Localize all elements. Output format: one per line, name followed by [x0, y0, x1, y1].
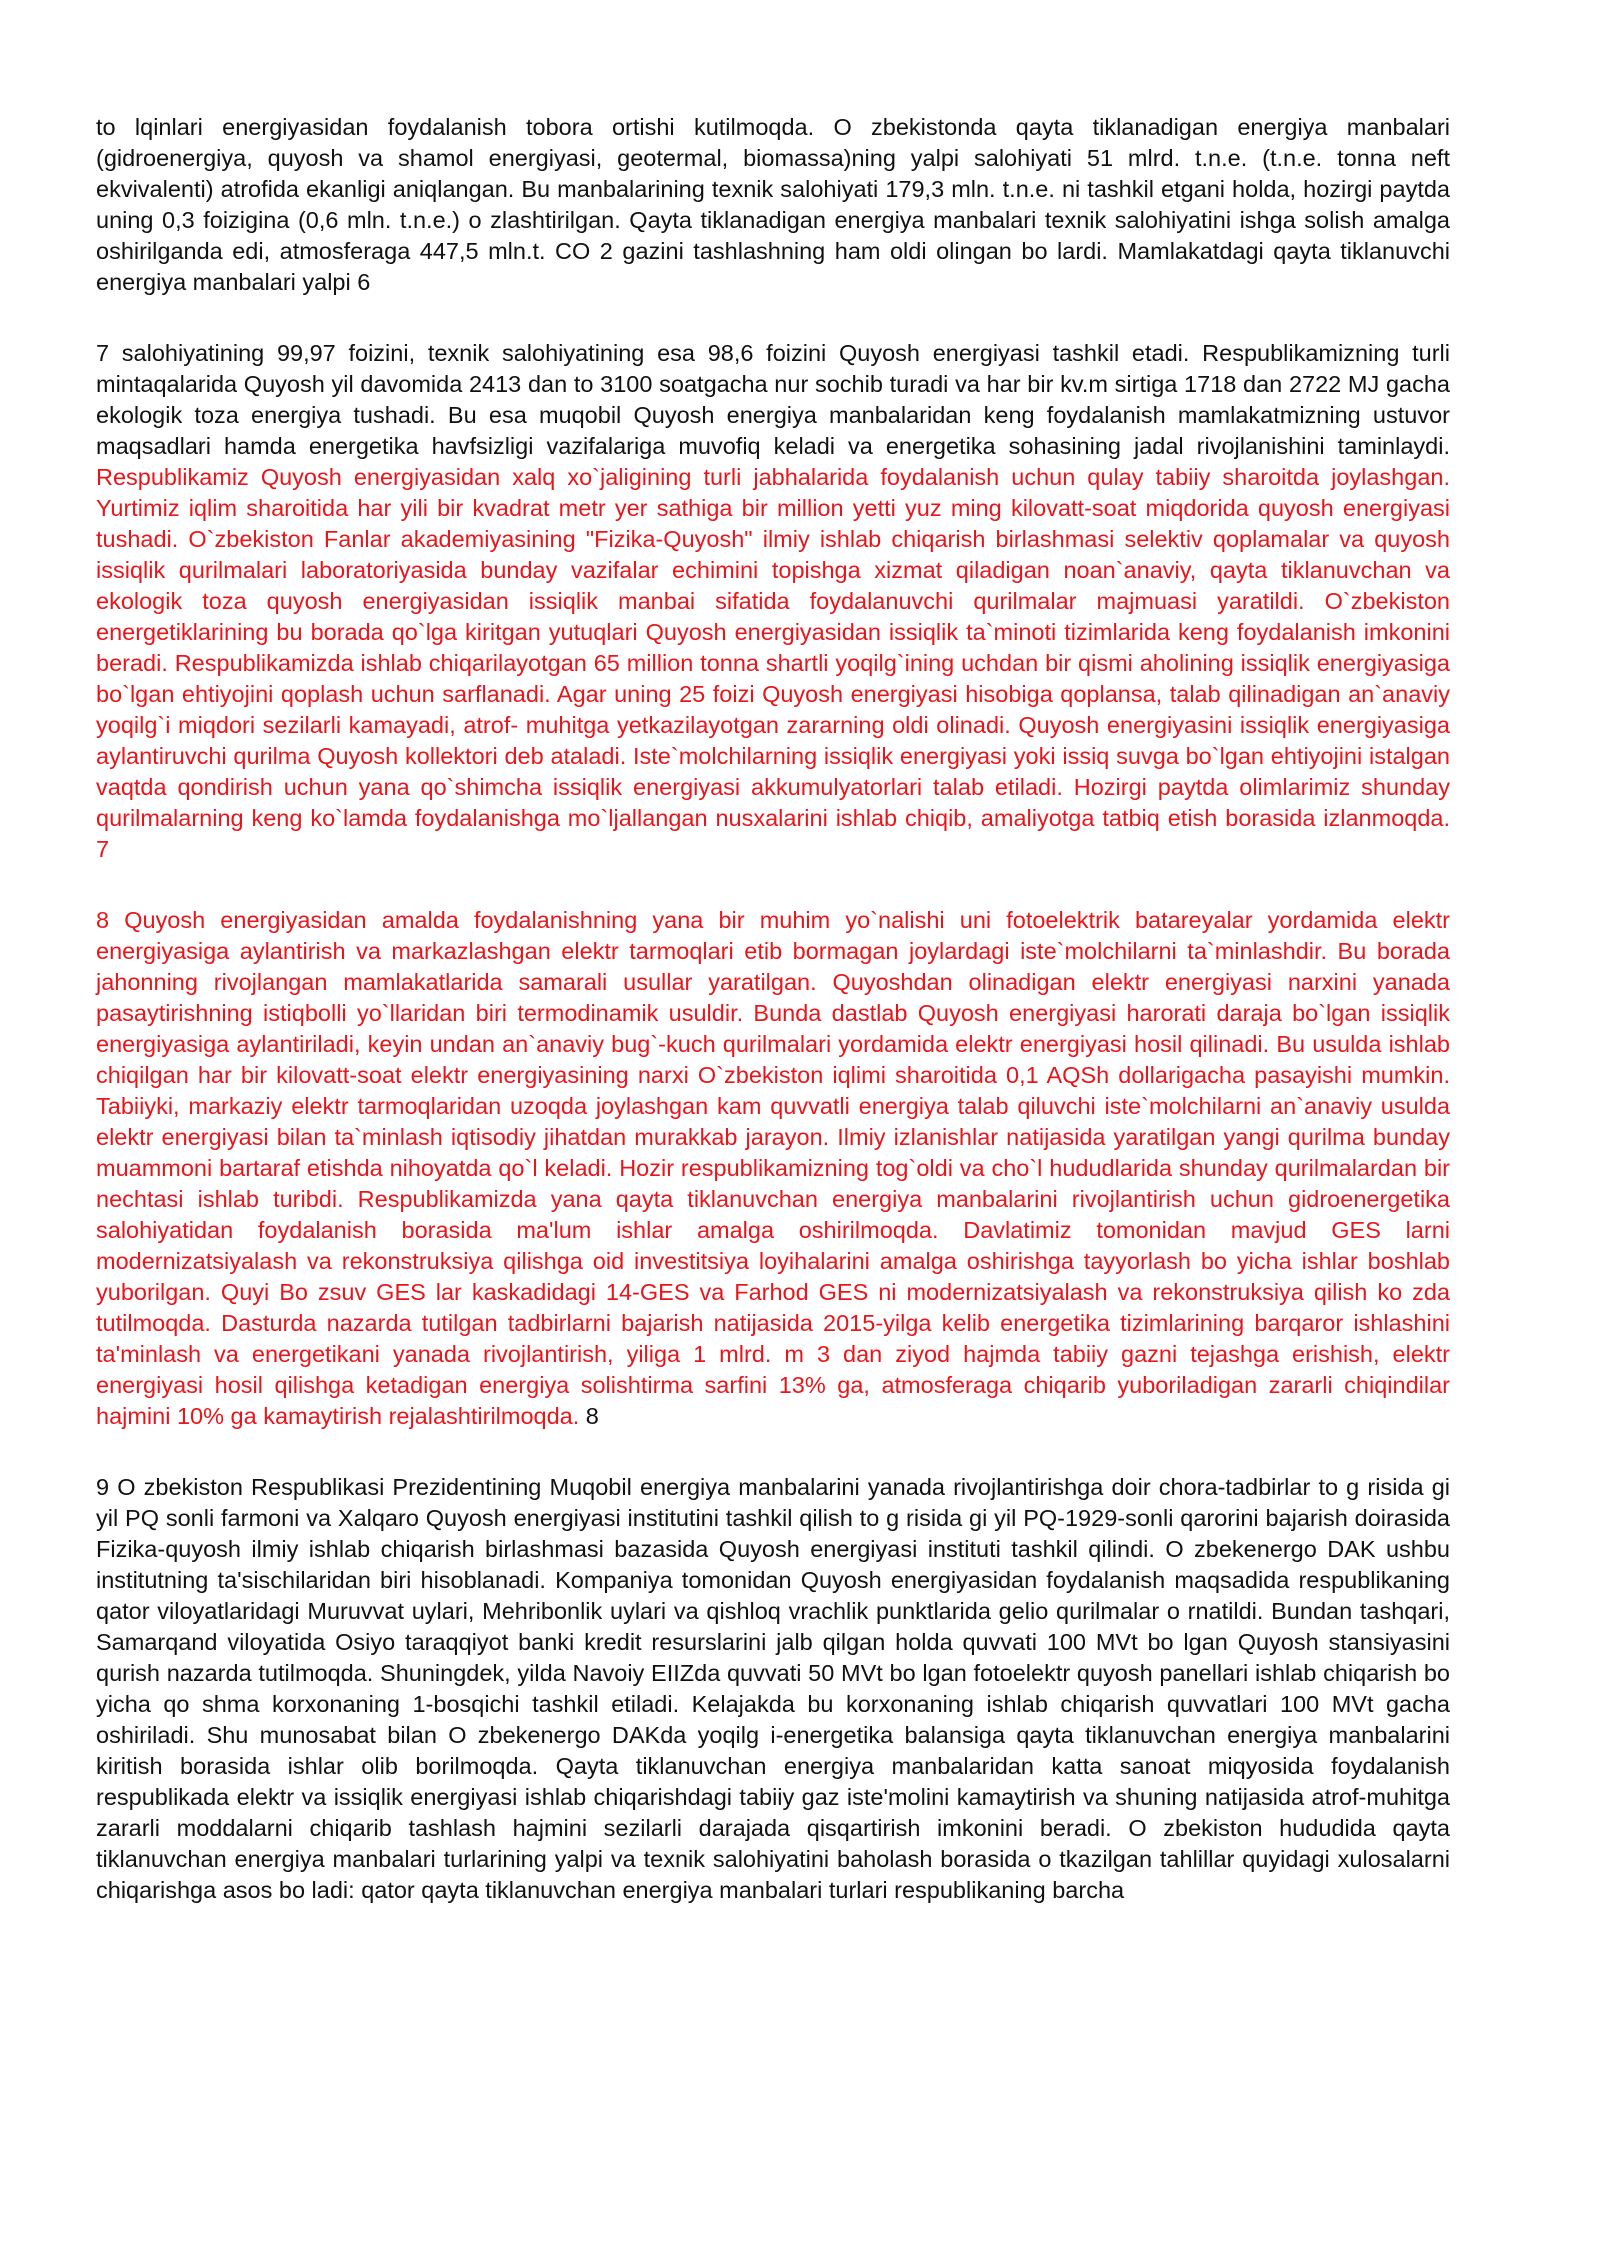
paragraph-3-red-text: 8 Quyosh energiyasidan amalda foydalanishning yana bir muhim yo`nalishi uni fotoelektrik batareyalar yordamida elektr energiyasiga aylantirish va markazlashgan elektr tarmoqlari etib bormagan joylardagi iste`molchilarni ta`minlashdir. Bu borada jahonning rivojlangan mamlakatlarida samarali usullar yaratilgan. Quyoshdan olinadigan elektr energiyasi narxini yanada pasaytirishning istiqbolli yo`llaridan biri termodinamik usuldir. Bunda dastlab Quyosh energiyasi harorati daraja bo`lgan issiqlik energiyasiga aylantiriladi, keyin undan an`anaviy bug`-kuch qurilmalari yordamida elektr energiyasi hosil qilinadi. Bu usulda ishlab chiqilgan har bir kilovatt-soat elektr energiyasining narxi O`zbekiston iqlimi sharoitida 0,1 AQSh dollarigacha pasayishi mumkin. Tabiiyki, markaziy elektr tarmoqlaridan uzoqda joylashgan kam quvvatli energiya talab qiluvchi iste`molchilarni an`anaviy usulda elektr energiyasi bilan ta`minlash iqtisodiy jihatdan murakkab jarayon. Ilmiy izlanishlar natijasida yaratilgan yangi qurilma bunday muammoni bartaraf etishda nihoyatda qo`l keladi. Hozir respublikamizning tog`oldi va cho`l hududlarida shunday qurilmalardan bir nechtasi ishlab turibdi. Respublikamizda yana qayta tiklanuvchan energiya manbalarini rivojlantirish uchun gidroenergetika salohiyatidan foydalanish borasida ma'lum ishlar amalga oshirilmoqda. Davlatimiz tomonidan mavjud GES larni modernizatsiyalash va rekonstruksiya qilishga oid investitsiya loyihalarini amalga oshirishga tayyorlash bo yicha ishlar boshlab yuborilgan. Quyi Bo zsuv GES lar kaskadidagi 14-GES va Farhod GES ni modernizatsiyalash va rekonstruksiya qilish ko zda tutilmoqda. Dasturda nazarda tutilgan tadbirlarni bajarish natijasida 2015-yilga kelib energetika tizimlarining barqaror ishlashini ta'minlash va energetikani yanada rivojlantirish, yiliga 1 mlrd. m 3 dan ziyod hajmda tabiiy gazni tejashga erishish, elektr energiyasi hosil qilishga ketadigan energiya solishtirma sarfini 13% ga, atmosferaga chiqarib yuboriladigan zararli chiqindilar hajmini 10% ga kamaytirish rejalashtirilmoqda.: [96, 907, 1450, 1429]
paragraph-2-red-text: Respublikamiz Quyosh energiyasidan xalq xo`jaligining turli jabhalarida foydalanish uchun qulay tabiiy sharoitda joylashgan. Yurtimiz iqlim sharoitida har yili bir kvadrat metr yer sathiga bir million yetti yuz ming kilovatt-soat miqdorida quyosh energiyasi tushadi. O`zbekiston Fanlar akademiyasining "Fizika-Quyosh" ilmiy ishlab chiqarish birlashmasi selektiv qoplamalar va quyosh issiqlik qurilmalari laboratoriyasida bunday vazifalar echimini topishga xizmat qiladigan noan`anaviy, qayta tiklanuvchan va ekologik toza quyosh energiyasidan issiqlik manbai sifatida foydalanuvchi qurilmalar majmuasi yaratildi. O`zbekiston energetiklarining bu borada qo`lga kiritgan yutuqlari Quyosh energiyasidan issiqlik ta`minoti tizimlarida keng foydalanish imkonini beradi. Respublikamizda ishlab chiqarilayotgan 65 million tonna shartli yoqilg`ining uchdan bir qismi aholining issiqlik energiyasiga bo`lgan ehtiyojini qoplash uchun sarflanadi. Agar uning 25 foizi Quyosh energiyasi hisobiga qoplansa, talab qilinadigan an`anaviy yoqilg`i miqdori sezilarli kamayadi, atrof- muhitga yetkazilayotgan zararning oldi olinadi. Quyosh energiyasini issiqlik energiyasiga aylantiruvchi qurilma Quyosh kollektori deb ataladi. Iste`molchilarning issiqlik energiyasi yoki issiq suvga bo`lgan ehtiyojini istalgan vaqtda qondirish uchun yana qo`shimcha issiqlik energiyasi akkumulyatorlari talab etiladi. Hozirgi paytda olimlarimiz shunday qurilmalarning keng ko`lamda foydalanishga mo`ljallangan nusxalarini ishlab chiqib, amaliyotga tatbiq etish borasida izlanmoqda. 7: [96, 464, 1450, 862]
paragraph-2-black-text: 7 salohiyatining 99,97 foizini, texnik salohiyatining esa 98,6 foizini Quyosh energiyasi tashkil etadi. Respublikamizning turli mintaqalarida Quyosh yil davomida 2413 dan to 3100 soatgacha nur sochib turadi va har bir kv.m sirtiga 1718 dan 2722 MJ gacha ekologik toza energiya tushadi. Bu esa muqobil Quyosh energiya manbalaridan keng foydalanish mamlakatmizning ustuvor maqsadlari hamda energetika havfsizligi vazifalariga muvofiq keladi va energetika sohasining jadal rivojlanishini taminlaydi.: [96, 340, 1450, 459]
paragraph-3-page-number: 8: [579, 1403, 599, 1429]
paragraph-2: [96, 338, 1450, 865]
paragraph-3: [96, 905, 1450, 1432]
paragraph-1: to lqinlari energiyasidan foydalanish tobora ortishi kutilmoqda. O zbekistonda qayta tiklanadigan energiya manbalari (gidroenergiya, quyosh va shamol energiyasi, geotermal, biomassa)ning yalpi salohiyati 51 mlrd. t.n.e. (t.n.e. tonna neft ekvivalenti) atrofida ekanligi aniqlangan. Bu manbalarining texnik salohiyati 179,3 mln. t.n.e. ni tashkil etgani holda, hozirgi paytda uning 0,3 foizigina (0,6 mln. t.n.e.) o zlashtirilgan. Qayta tiklanadigan energiya manbalari texnik salohiyatini ishga solish amalga oshirilganda edi, atmosferaga 447,5 mln.t. CO 2 gazini tashlashning ham oldi olingan bo lardi. Mamlakatdagi qayta tiklanuvchi energiya manbalari yalpi 6: [96, 114, 1450, 295]
document-page: [96, 112, 1450, 1946]
paragraph-4: 9 O zbekiston Respublikasi Prezidentining Muqobil energiya manbalarini yanada rivojlantirishga doir chora-tadbirlar to g risida gi yil PQ sonli farmoni va Xalqaro Quyosh energiyasi institutini tashkil qilish to g risida gi yil PQ-1929-sonli qarorini bajarish doirasida Fizika-quyosh ilmiy ishlab chiqarish birlashmasi bazasida Quyosh energiyasi instituti tashkil qilindi. O zbekenergo DAK ushbu institutning ta'sischilaridan biri hisoblanadi. Kompaniya tomonidan Quyosh energiyasidan foydalanish maqsadida respublikaning qator viloyatlaridagi Muruvvat uylari, Mehribonlik uylari va qishloq vrachlik punktlarida gelio qurilmalar o rnatildi. Bundan tashqari, Samarqand viloyatida Osiyo taraqqiyot banki kredit resurslarini jalb qilgan holda quvvati 100 MVt bo lgan Quyosh stansiyasini qurish nazarda tutilmoqda. Shuningdek, yilda Navoiy EIIZda quvvati 50 MVt bo lgan fotoelektr quyosh panellari ishlab chiqarish bo yicha qo shma korxonaning 1-bosqichi tashkil etiladi. Kelajakda bu korxonaning ishlab chiqarish quvvatlari 100 MVt gacha oshiriladi. Shu munosabat bilan O zbekenergo DAKda yoqilg i-energetika balansiga qayta tiklanuvchan energiya manbalarini kiritish borasida ishlar olib borilmoqda. Qayta tiklanuvchan energiya manbalaridan katta sanoat miqyosida foydalanish respublikada elektr va issiqlik energiyasi ishlab chiqarishdagi tabiiy gaz iste'molini kamaytirish va shuning natijasida atrof-muhitga zararli moddalarni chiqarib tashlash hajmini sezilarli darajada qisqartirish imkonini beradi. O zbekiston hududida qayta tiklanuvchan energiya manbalari turlarining yalpi va texnik salohiyatini baholash borasida o tkazilgan tahlillar quyidagi xulosalarni chiqarishga asos bo ladi: qator qayta tiklanuvchan energiya manbalari turlari respublikaning barcha: [96, 1474, 1450, 1903]
